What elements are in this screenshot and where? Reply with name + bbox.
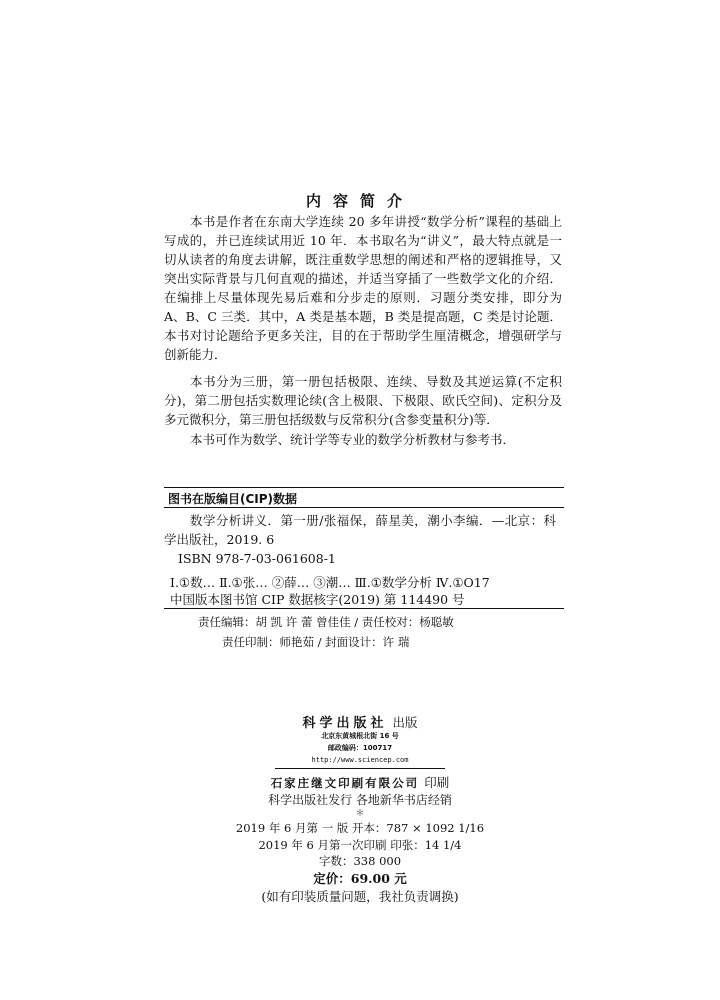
separator-asterisk: ＊ [355, 809, 365, 819]
cip-record: 中国版本图书馆 CIP 数据核字(2019) 第 114490 号 [170, 592, 465, 607]
publisher-url: http://www.sciencep.com [311, 756, 409, 764]
price: 定价：69.00 元 [313, 871, 407, 886]
publisher-line [0, 712, 720, 731]
distribution: 科学出版社发行 各地新华书店经销 [268, 793, 452, 807]
publisher-postcode: 邮政编码：100717 [327, 744, 393, 752]
publisher-name: 科学出版社 [302, 716, 388, 731]
intro-paragraph-1: 本书是作者在东南大学连续 20 多年讲授“数学分析”课程的基础上写成的，并已连续试用近 10 年．本书取名为“讲义”，最大特点就是一切从读者的角度去讲解，既注重数学思想的阐述和严格的逻辑推导，又突出实际背景与几何直观的描述，并适当穿插了一些数学文化的介绍．在编排上尽量体现先易后难和分步走的原则．习题分类安排，即分为 A、B、C 三类．其中，A 类是基本题，B 类是提高题，C 类是讨论题．本书对讨论题给予更多关注，目的在于帮助学生厘清概念，增强研学与创新能力． [164, 214, 562, 362]
edition-line: 2019 年 6 月第 一 版 开本：787 × 1092 1/16 [235, 821, 485, 835]
printer-name: 石家庄继文印刷有限公司 [270, 776, 420, 790]
cip-heading: 图书在版编目(CIP)数据 [168, 492, 298, 506]
cip-classification: Ⅰ.①数… Ⅱ.①张… ②薛… ③潮… Ⅲ.①数学分析 Ⅳ.①O17 [170, 575, 490, 590]
printer-top-rule [275, 768, 445, 769]
return-note: (如有印装质量问题，我社负责调换) [261, 889, 459, 904]
cip-entry: 数学分析讲义．第一册/张福保，薛星美，潮小李编．—北京：科学出版社，2019. 6 [164, 513, 556, 547]
credits-printing: 责任印制：师艳茹 / 封面设计：许 瑞 [222, 635, 410, 649]
cip-divider [164, 507, 564, 508]
printer-line [0, 772, 720, 791]
print-line: 2019 年 6 月第一次印刷 印张：14 1/4 [258, 838, 462, 852]
cip-isbn: ISBN 978-7-03-061608-1 [178, 551, 336, 566]
intro-paragraph-2: 本书分为三册，第一册包括极限、连续、导数及其逆运算(不定积分)，第二册包括实数理论续(含上极限、下极限、欧氏空间)、定积分及多元微积分，第三册包括级数与反常积分(含参变量积分)等． [164, 374, 562, 427]
credits-editors: 责任编辑：胡 凯 许 蕾 曾佳佳 / 责任校对：杨聪敏 [198, 615, 454, 629]
intro-title: 内容简介 [305, 192, 414, 210]
publisher-suffix: 出版 [392, 715, 418, 730]
intro-paragraph-3: 本书可作为数学、统计学等专业的数学分析教材与参考书． [190, 432, 516, 447]
word-count: 字数：338 000 [318, 854, 402, 868]
printer-suffix: 印刷 [424, 775, 450, 790]
publisher-address: 北京东黄城根北街 16 号 [321, 732, 399, 740]
